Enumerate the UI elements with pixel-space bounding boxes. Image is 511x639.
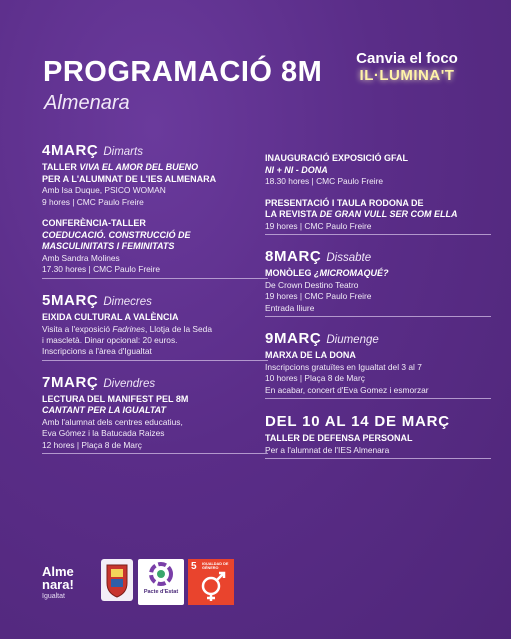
- event-eixida: [42, 312, 268, 361]
- event-line: Eva Gómez i la Batucada Raizes: [42, 428, 165, 439]
- event-title: TALLER VIVA EL AMOR DEL BUENO PER A L'ALUMNAT DE L'IES ALMENARA: [42, 162, 217, 184]
- event-conferencia: [42, 218, 268, 279]
- day-date: 8MARÇ: [265, 248, 322, 266]
- event-line: 12 hores | Plaça 8 de Març: [42, 439, 142, 450]
- day-weekday: Dimarts: [103, 146, 143, 158]
- event-title: MONÒLEG ¿MICROMAQUÉ?: [265, 268, 389, 279]
- ods-5-logo: 5 IGUALDAD DE GÉNERO: [188, 559, 234, 605]
- almenara-logo: Alme nara! Igualtat: [42, 564, 74, 600]
- day-weekday: Dissabte: [326, 252, 372, 265]
- shield-icon: [101, 559, 133, 601]
- event-title: CONFERÈNCIA-TALLER COEDUCACIÓ. CONSTRUCCIÓ DE MASCULINITATS I FEMINITATS: [42, 218, 191, 252]
- day-weekday: Diumenge: [326, 334, 379, 347]
- event-taller-amor: [42, 162, 268, 208]
- event-line: 19 hores | CMC Paulo Freire: [265, 221, 372, 232]
- day-weekday: Divendres: [103, 377, 156, 390]
- day-heading-5: [42, 293, 268, 309]
- event-line: Amb Isa Duque, PSICO WOMAN: [42, 185, 166, 196]
- event-inauguracio: [265, 153, 491, 188]
- day-date: 7MARÇ: [42, 373, 99, 391]
- event-line: De Crown Destino Teatro: [265, 280, 359, 291]
- event-title: LECTURA DEL MANIFEST PEL 8M CANTANT PER LA IGUALTAT: [42, 393, 189, 416]
- day-heading-8: [265, 249, 491, 265]
- pacte-estat-logo: Pacte d'Estat: [138, 559, 184, 605]
- day-date: 5MARÇ: [42, 291, 99, 309]
- page-title: PROGRAMACIÓ 8M: [43, 56, 323, 88]
- event-line: 17.30 hores | CMC Paulo Freire: [42, 264, 161, 275]
- event-line: Amb l'alumnat dels centres educatius,: [42, 416, 183, 427]
- left-column: [42, 143, 268, 454]
- slogan: [346, 50, 468, 85]
- event-title: INAUGURACIÓ EXPOSICIÓ GFAL NI + NI - DONA: [265, 153, 409, 175]
- day-weekday: Dimecres: [103, 295, 152, 308]
- event-line: Visita a l'exposició Fadrines, Llotja de la Seda: [42, 323, 212, 334]
- day-heading-9: [265, 331, 491, 347]
- event-line: 10 hores | Plaça 8 de Març: [265, 373, 365, 384]
- day-date: 9MARÇ: [265, 330, 322, 348]
- event-line: Inscripcions gratuïtes en Igualtat del 3 al 7: [265, 361, 422, 372]
- event-line: Amb Sandra Molines: [42, 253, 120, 264]
- event-line: En acabar, concert d'Eva Gomez i esmorzar: [265, 384, 429, 395]
- event-marxa: [265, 350, 491, 399]
- divider: [265, 458, 491, 459]
- event-line: Entrada lliure: [265, 302, 315, 313]
- date-range-heading: DEL 10 AL 14 DE MARÇ: [265, 412, 450, 430]
- event-monoleg: [265, 268, 491, 317]
- day-date: 4MARÇ: [42, 142, 99, 159]
- event-defensa: [265, 433, 491, 459]
- divider: [265, 398, 491, 399]
- event-manifest: [42, 394, 268, 454]
- event-title: MARXA DE LA DONA: [265, 350, 356, 361]
- gender-equality-icon: [188, 559, 234, 605]
- divider: [42, 278, 268, 279]
- event-line: 9 hores | CMC Paulo Freire: [42, 196, 144, 207]
- event-line: 18.30 hores | CMC Paulo Freire: [265, 176, 384, 187]
- divider: [265, 316, 491, 317]
- divider: [265, 234, 491, 235]
- slogan-line-2: IL·LUMINA'T: [359, 67, 455, 85]
- event-line: i mascletà. Dinar opcional: 20 euros.: [42, 334, 178, 345]
- event-presentacio: [265, 198, 491, 236]
- divider: [42, 453, 268, 454]
- right-column: [265, 150, 491, 459]
- event-line: 19 hores | CMC Paulo Freire: [265, 291, 372, 302]
- divider: [42, 360, 268, 361]
- event-title: TALLER DE DEFENSA PERSONAL: [265, 432, 413, 443]
- slogan-line-1: Canvia el foco: [356, 50, 458, 67]
- event-line: Per a l'alumnat de l'IES Almenara: [265, 444, 390, 455]
- event-title: EIXIDA CULTURAL A VALÈNCIA: [42, 311, 179, 322]
- day-heading-7: [42, 375, 268, 391]
- event-title: PRESENTACIÓ I TAULA RODONA DE LA REVISTA DE GRAN VULL SER COM ELLA: [265, 197, 458, 220]
- page-subtitle: Almenara: [44, 92, 130, 114]
- day-heading-4: [42, 143, 268, 159]
- pacte-circle-icon: [138, 559, 184, 589]
- event-line: Inscripcions a l'àrea d'Igualtat: [42, 346, 152, 357]
